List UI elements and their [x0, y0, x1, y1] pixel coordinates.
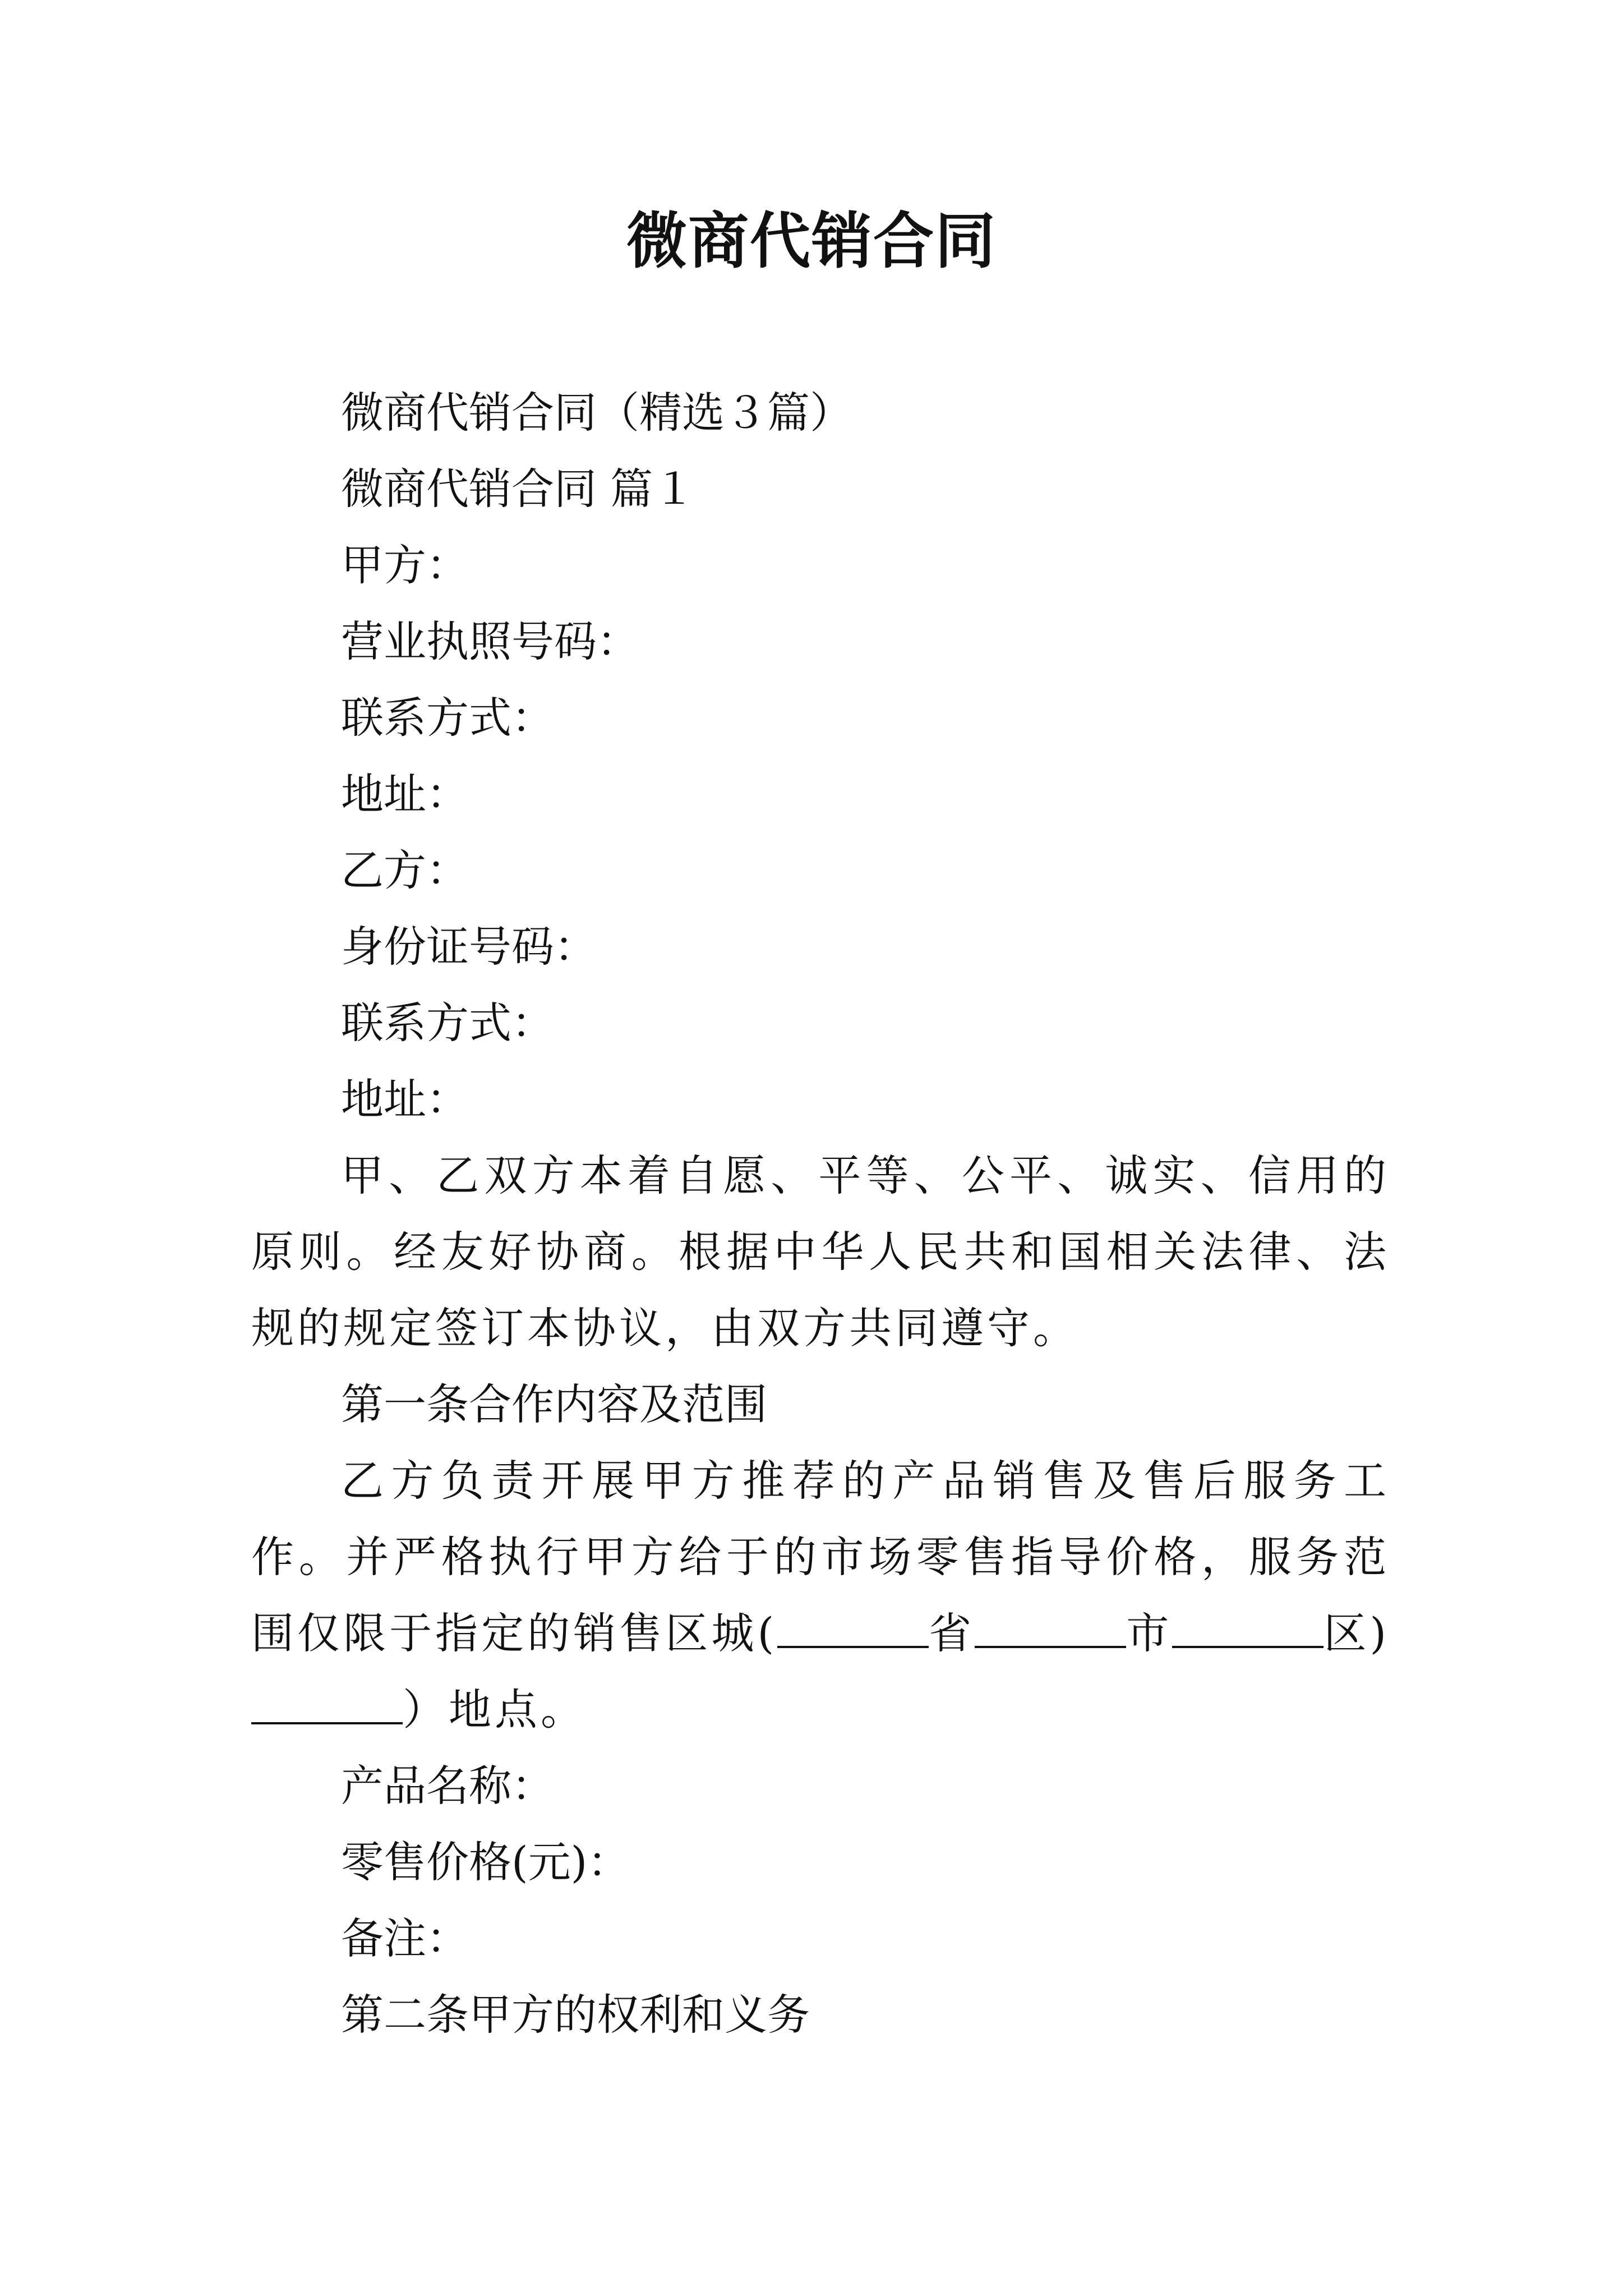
location-suffix: ）地点。 [403, 1685, 587, 1734]
party-b-label: 乙方： [341, 845, 469, 895]
note-label: 备注： [341, 1913, 469, 1963]
document-body [251, 375, 1390, 2053]
district-blank [1172, 1607, 1324, 1648]
product-name-label: 产品名称： [341, 1761, 554, 1811]
article-1-text: 乙方负责开展甲方推荐的产品销售及售后服务工作。并严格执行甲方给于的市场零售指导价格，服务范围仅限于指定的销售区城( [251, 1456, 1390, 1658]
retail-price-label: 零售价格(元)： [341, 1837, 630, 1887]
article-1-paragraph [251, 1443, 1390, 1748]
document-title: 微商代销合同 [626, 206, 997, 277]
section-heading: 微商代销合同 篇１ [341, 464, 696, 514]
district-label: 区) [1324, 1608, 1390, 1658]
party-a-label: 甲方： [341, 540, 469, 590]
city-blank [975, 1607, 1126, 1648]
party-a-address-label: 地址： [341, 769, 469, 819]
location-blank [251, 1683, 403, 1724]
id-number-label: 身份证号码： [341, 922, 597, 972]
subtitle-line: 微商代销合同（精选３篇） [341, 388, 852, 438]
article-1-heading: 第一条合作内容及范围 [341, 1379, 767, 1429]
province-blank [777, 1607, 929, 1648]
province-label: 省 [929, 1608, 975, 1658]
license-number-label: 营业执照号码： [341, 616, 639, 666]
preamble-paragraph: 甲、乙双方本着自愿、平等、公平、诚实、信用的原则。经友好协商。根据中华人民共和国相关法律、法规的规定签订本协议，由双方共同遵守。 [251, 1151, 1390, 1353]
city-label: 市 [1126, 1608, 1173, 1658]
party-b-contact-label: 联系方式： [341, 998, 554, 1048]
party-a-contact-label: 联系方式： [341, 693, 554, 743]
article-2-heading: 第二条甲方的权利和义务 [341, 1990, 810, 2040]
party-b-address-label: 地址： [341, 1074, 469, 1124]
